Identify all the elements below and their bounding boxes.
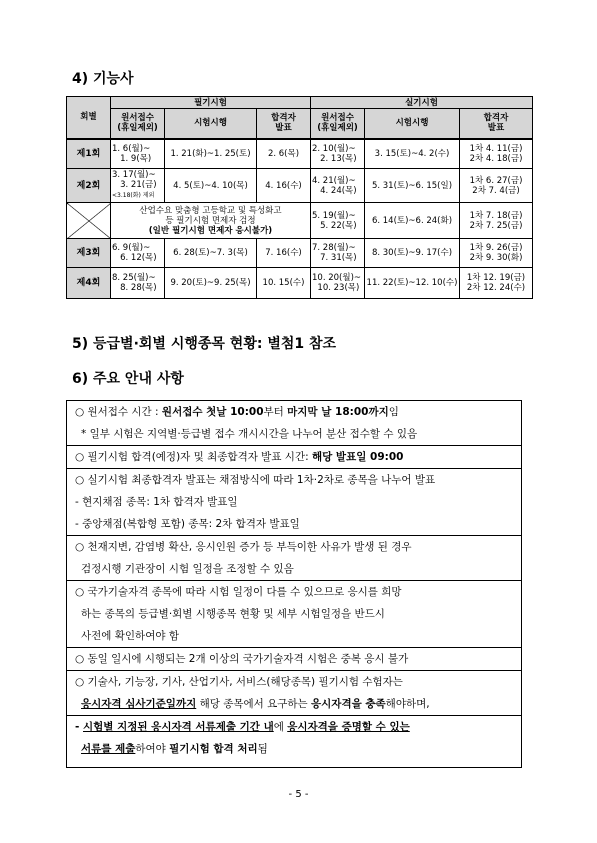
special-note: 산업수요 맞춤형 고등학교 및 특성화고 등 필기시험 면제자 검정 (일반 필기시험 면제자 응시불가) <box>111 203 311 239</box>
round-label: 제2회 <box>67 169 111 203</box>
note-duplicate-exam: ○ 동일 일시에 시행되는 2개 이상의 국가기술자격 시험은 중복 응시 불가 <box>67 647 521 670</box>
written-pass: 2. 6(목) <box>257 139 311 169</box>
table-row <box>67 203 533 239</box>
note-application-time: ○ 원서접수 시간 : 원서접수 첫날 10:00부터 마지막 날 18:00까지임 <box>75 406 399 418</box>
note-application-time-sub: * 일부 시험은 지역별·등급별 접수 개시시간을 나누어 분산 접수할 수 있음 <box>81 428 418 440</box>
written-exam: 9. 20(토)~9. 25(목) <box>165 268 257 299</box>
practical-pass: 1차 12. 19(금) 2차 12. 24(수) <box>460 268 533 299</box>
written-pass: 4. 16(수) <box>257 169 311 203</box>
round-label: 제4회 <box>67 268 111 299</box>
practical-apply: 4. 21(월)~ 4. 24(목) <box>311 169 365 203</box>
practical-apply: 10. 20(월)~ 10. 23(목) <box>311 268 365 299</box>
practical-pass: 1차 7. 18(금) 2차 7. 25(금) <box>460 203 533 239</box>
written-apply: 3. 17(월)~ 3. 21(금) <3.18(화) 제외 <box>111 169 165 203</box>
written-pass: 10. 15(수) <box>257 268 311 299</box>
round-label: 제3회 <box>67 239 111 268</box>
note-check-schedule-l1: ○ 국가기술자격 종목에 따라 시험 일정이 다를 수 있으므로 응시를 희망 <box>67 580 521 603</box>
exam-schedule-table <box>66 96 533 299</box>
table-row <box>67 268 533 299</box>
practical-exam: 5. 31(토)~6. 15(일) <box>365 169 460 203</box>
note-practical-sub1: - 현지채점 종목: 1차 합격자 발표일 <box>75 496 238 508</box>
note-documents-l2: 서류를 제출하여야 필기시험 합격 처리됨 <box>81 743 268 755</box>
written-apply: 1. 6(월)~ 1. 9(목) <box>111 139 165 169</box>
note-schedule-change-l2: 검정시행 기관장이 시험 일정을 조정할 수 있음 <box>81 563 294 575</box>
practical-apply: 2. 10(월)~ 2. 13(목) <box>311 139 365 169</box>
note-schedule-change-l1: ○ 천재지변, 감염병 확산, 응시인원 증가 등 부득이한 사유가 발생 된 경우 <box>67 535 521 558</box>
header-practical: 실기시험 <box>311 97 533 109</box>
header-written: 필기시험 <box>111 97 311 109</box>
header-written-apply: 원서접수 (휴일제외) <box>111 109 165 139</box>
written-pass: 7. 16(수) <box>257 239 311 268</box>
section-4-title: 4) 기능사 <box>72 71 134 87</box>
practical-pass: 1차 4. 11(금) 2차 4. 18(금) <box>460 139 533 169</box>
practical-exam: 11. 22(토)~12. 10(수) <box>365 268 460 299</box>
section-6-title: 6) 주요 안내 사항 <box>72 371 184 387</box>
note-eligibility-l1: ○ 기술사, 기능장, 기사, 산업기사, 서비스(해당종목) 필기시험 수험자는 <box>67 670 521 693</box>
round-label: 제1회 <box>67 139 111 169</box>
practical-pass: 1차 9. 26(금) 2차 9. 30(화) <box>460 239 533 268</box>
notice-box <box>66 400 522 768</box>
note-practical-announcement: ○ 실기시험 최종합격자 발표는 채점방식에 따라 1차·2차로 종목을 나누어 발표 <box>67 468 521 491</box>
note-check-schedule-l3: 사전에 확인하여야 함 <box>81 630 179 642</box>
header-written-exam: 시험시행 <box>165 109 257 139</box>
table-row <box>67 169 533 203</box>
written-apply: 8. 25(월)~ 8. 28(목) <box>111 268 165 299</box>
page-number: - 5 - <box>288 789 309 800</box>
header-practical-exam: 시험시행 <box>365 109 460 139</box>
blank-crossed-cell <box>67 203 111 239</box>
note-documents-l1: - 시험별 지정된 응시자격 서류제출 기간 내에 응시자격을 증명할 수 있는 <box>67 715 521 738</box>
table-row <box>67 139 533 169</box>
practical-apply: 5. 19(월)~ 5. 22(목) <box>311 203 365 239</box>
header-practical-pass: 합격자 발표 <box>460 109 533 139</box>
header-round: 회별 <box>67 97 111 139</box>
written-apply: 6. 9(월)~ 6. 12(목) <box>111 239 165 268</box>
section-5-title: 5) 등급별·회별 시행종목 현황: 별첨1 참조 <box>72 336 337 352</box>
written-exam: 4. 5(토)~4. 10(목) <box>165 169 257 203</box>
note-eligibility-l2: 응시자격 심사기준일까지 해당 종목에서 요구하는 응시자격을 충족해야하며, <box>81 698 430 710</box>
note-announcement-time: ○ 필기시험 합격(예정)자 및 최종합격자 발표 시간: 해당 발표일 09:00 <box>67 445 521 468</box>
practical-exam: 8. 30(토)~9. 17(수) <box>365 239 460 268</box>
practical-exam: 3. 15(토)~4. 2(수) <box>365 139 460 169</box>
header-practical-apply: 원서접수 (휴일제외) <box>311 109 365 139</box>
note-practical-sub2: - 중앙채점(복합형 포함) 종목: 2차 합격자 발표일 <box>75 518 300 530</box>
header-written-pass: 합격자 발표 <box>257 109 311 139</box>
table-row <box>67 239 533 268</box>
practical-apply: 7. 28(월)~ 7. 31(목) <box>311 239 365 268</box>
practical-pass: 1차 6. 27(금) 2차 7. 4(금) <box>460 169 533 203</box>
written-exam: 1. 21(화)~1. 25(토) <box>165 139 257 169</box>
note-check-schedule-l2: 하는 종목의 등급별·회별 시행종목 현황 및 세부 시험일정을 반드시 <box>81 608 385 620</box>
written-exam: 6. 28(토)~7. 3(목) <box>165 239 257 268</box>
practical-exam: 6. 14(토)~6. 24(화) <box>365 203 460 239</box>
